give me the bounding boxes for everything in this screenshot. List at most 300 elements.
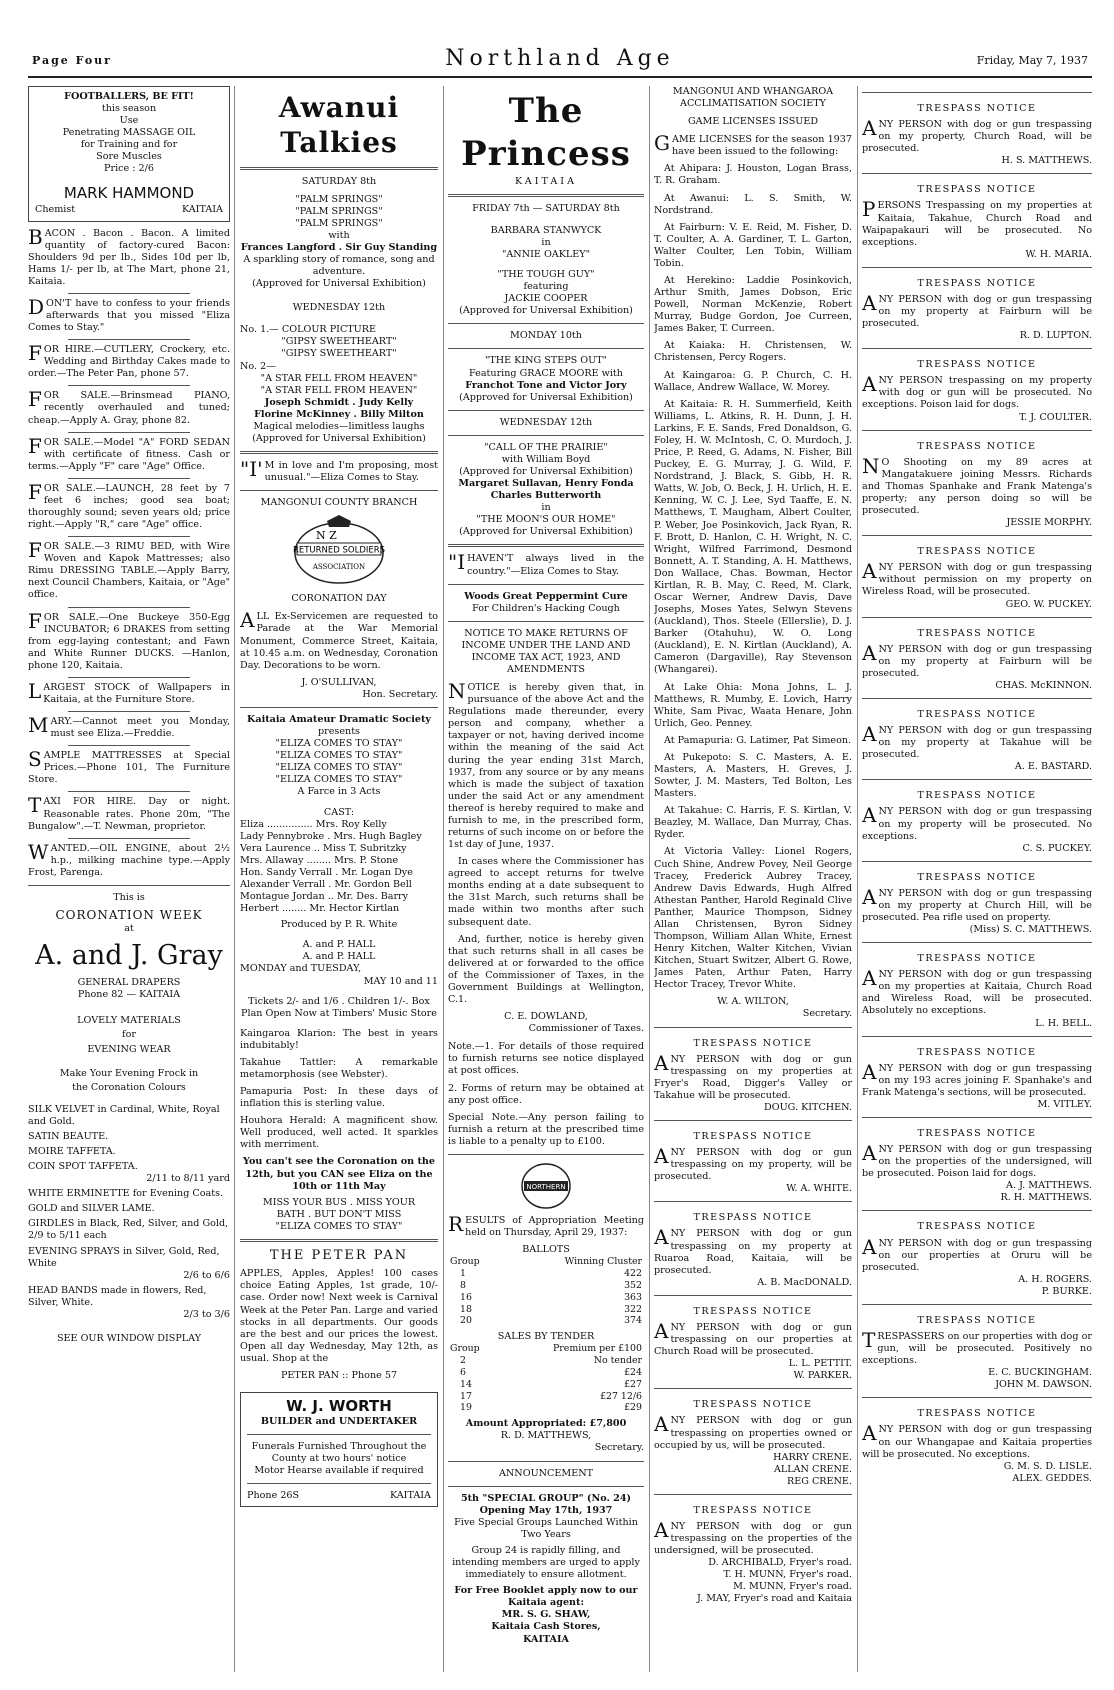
- trespass-notice: [654, 1399, 852, 1488]
- divider: [862, 92, 1092, 93]
- signature: (Miss) S. C. MATTHEWS.: [969, 924, 1092, 936]
- trespass-notice: [862, 628, 1092, 692]
- ad-line: Featuring GRACE MOORE with: [469, 367, 623, 379]
- license-list: [654, 163, 852, 991]
- classified-ad: FOR HIRE.—CUTLERY, Crockery, etc. Wedding and Birthday Cakes made to order.—The Peter Pan, phone 57.: [28, 341, 230, 380]
- trespass-notice: [862, 709, 1092, 773]
- column-header: Premium per £100: [552, 1343, 642, 1355]
- notice-body: ANY PERSON with dog or gun trespassing without permission on my property on Wireless Road, will be prosecuted.: [862, 559, 1092, 598]
- ad-line: Kaitaia Cash Stores,: [491, 1621, 601, 1633]
- ad-line: Phone 82 — KAITAIA: [77, 989, 181, 1001]
- classified-ads: [28, 224, 230, 879]
- divider: [654, 1388, 852, 1389]
- group-value: 322: [624, 1303, 642, 1315]
- group-value: £27 12/6: [600, 1390, 642, 1402]
- notice-title: TRESPASS NOTICE: [917, 103, 1037, 114]
- press-quote: Kaingaroa Klarion: The best in years indubitably!: [240, 1027, 438, 1051]
- notice-title: NOTICE TO MAKE RETURNS OF INCOME UNDER THE LAND AND INCOME TAX ACT, 1923, AND AMENDMENTS: [461, 627, 631, 675]
- ad-line: in: [541, 502, 551, 514]
- cast-member: Alexander Verrall . Mr. Gordon Bell: [240, 878, 412, 890]
- ad-line: the Coronation Colours: [72, 1081, 186, 1093]
- signature: JESSIE MORPHY.: [1006, 517, 1092, 529]
- ad-body: APPLES, Apples, Apples! 100 cases choice Eating Apples, 1st grade, 10/- case. Order now! Next week is Carnival Week at the Peter Pan. Large and varied stocks in all departments. Our goods are the best and our prices the lowest. Open all day Wednesday, May 12th, as usual. Shop at the: [240, 1268, 438, 1364]
- notice-title: TRESPASS NOTICE: [917, 627, 1037, 639]
- divider: [247, 1483, 431, 1484]
- cast-member: Lady Pennybroke . Mrs. Hugh Bagley: [240, 830, 422, 842]
- ad-line: for Training and for: [80, 139, 178, 151]
- signature: C. S. PUCKEY.: [1022, 842, 1092, 854]
- column-4: [654, 86, 852, 1672]
- film-stars: JACKIE COOPER: [504, 293, 588, 305]
- ad-line: KAITAIA: [181, 204, 223, 216]
- signature: GEO. W. PUCKEY.: [1005, 598, 1092, 610]
- notice-heading: GAME LICENSES ISSUED: [687, 116, 819, 128]
- column-3: [448, 86, 644, 1672]
- table-row: [448, 1268, 644, 1280]
- group-number: 18: [460, 1303, 472, 1315]
- trespass-notice: [862, 1128, 1092, 1204]
- trespass-notice: [654, 1505, 852, 1606]
- advertiser-name: MARK HAMMOND: [63, 183, 195, 202]
- signature: H. S. MATTHEWS.: [1001, 155, 1092, 167]
- ad-line: Motor Hearse available if required: [254, 1465, 424, 1477]
- column-rule: [234, 86, 235, 1672]
- page-header: [28, 42, 1092, 78]
- notice-body: In cases where the Commissioner has agreed to accept returns for twelve months ending at a date subsequent to the 31st March, such returns shall be made within two months after such subsequent date.: [448, 856, 644, 928]
- ad-line: Phone 26S: [247, 1490, 300, 1502]
- fabric-item: 2/11 to 8/11 yard: [146, 1173, 230, 1185]
- signature: W. PARKER.: [793, 1370, 852, 1382]
- notice-title: TRESPASS NOTICE: [917, 1221, 1037, 1233]
- divider: [68, 478, 190, 479]
- trespass-notice: [862, 790, 1092, 854]
- divider: [862, 430, 1092, 431]
- divider: [862, 348, 1092, 349]
- signature: D. ARCHIBALD, Fryer's road.: [708, 1557, 852, 1569]
- notice-title: TRESPASS NOTICE: [917, 440, 1037, 452]
- notice-title: ACCLIMATISATION SOCIETY: [680, 98, 826, 110]
- notice-title: MANGONUI AND WHANGAROA: [672, 86, 834, 97]
- notice-body: ANY PERSON with dog or gun trespassing on my property at Fairburn will be prosecuted.: [862, 640, 1092, 679]
- film-stars: with William Boyd: [501, 453, 591, 465]
- divider: [448, 544, 644, 547]
- approval: (Approved for Universal Exhibition): [459, 305, 633, 317]
- press-quote: Pamapuria Post: In these days of inflation this is sterling value.: [240, 1086, 438, 1110]
- signature: C. E. DOWLAND,: [504, 1011, 588, 1023]
- divider: [654, 1295, 852, 1296]
- cast-member: Vera Laurence .. Miss T. Subritzky: [240, 842, 407, 854]
- ad-line: MR. S. G. SHAW,: [501, 1609, 591, 1621]
- notice-body: ANY PERSON with dog or gun trespassing on our Whangapae and Kaitaia properties will be prosecuted. No exceptions.: [862, 1421, 1092, 1460]
- classified-ad: FOR SALE.—Brinsmead PIANO, recently overhauled and tuned; cheap.—Apply A. Gray, phone 82.: [28, 387, 230, 426]
- notice-body: ANY PERSON with dog or gun trespassing on my property, Church Road, will be prosecuted.: [862, 116, 1092, 155]
- classified-ad: TAXI FOR HIRE. Day or night. Reasonable rates. Phone 20m, "The Bungalow".—T. Newman, proprietor.: [28, 793, 230, 832]
- notice-body: ANY PERSON with dog or gun trespassing on my property at Ruaroa Road, Kaitaia, will be prosecuted.: [654, 1225, 852, 1276]
- signature: A. B. MacDONALD.: [757, 1276, 852, 1288]
- signature-role: Commissioner of Taxes.: [528, 1023, 644, 1035]
- ad-line: with: [328, 229, 350, 241]
- notice-title: TRESPASS NOTICE: [917, 708, 1037, 720]
- ad-line: presents: [318, 726, 360, 738]
- notice-title: TRESPASS NOTICE: [917, 546, 1037, 558]
- license-place: At Kaiaka: H. Christensen, W. Christensen, Percy Rogers.: [654, 340, 852, 364]
- film-stars: Charles Butterworth: [490, 490, 602, 502]
- group-number: 17: [460, 1390, 472, 1402]
- film-title: "PALM SPRINGS": [295, 217, 383, 229]
- table-title: SALES BY TENDER: [497, 1331, 595, 1343]
- fabric-item: HEAD BANDS made in flowers, Red, Silver, White.: [28, 1284, 207, 1308]
- rsa-notice: [240, 497, 438, 701]
- ad-line: Penetrating MASSAGE OIL: [62, 127, 196, 139]
- license-place: At Takahue: C. Harris, F. S. Kirtlan, V. Beazley, M. Wallace, Dan Murray, Chas. Ryder.: [654, 805, 852, 841]
- classified-ad: LARGEST STOCK of Wallpapers in Kaitaia, at the Furniture Store.: [28, 678, 230, 706]
- trespass-notice: [862, 953, 1092, 1029]
- license-place: At Fairburn: V. E. Reid, M. Fisher, D. T. Coulter, A. A. Gardiner, T. L. Garton, Walter Coulter, Len Tobin, William Tobin.: [654, 221, 852, 269]
- play-title: "ELIZA COMES TO STAY": [275, 750, 403, 762]
- ad-footer: SEE OUR WINDOW DISPLAY: [56, 1333, 202, 1345]
- group-value: £27: [624, 1378, 642, 1390]
- ad-line: this season: [101, 103, 157, 115]
- notice-body: And, further, notice is hereby given that such returns shall in all cases be delivered at or forwarded to the office of the Commissioner of Taxes, in the Government Buildings at Wellington, C.1.: [448, 933, 644, 1006]
- film-title: "THE MOON'S OUR HOME": [476, 514, 616, 526]
- fabric-item: GOLD and SILVER LAME.: [28, 1203, 155, 1215]
- trespass-notice: [654, 1212, 852, 1288]
- ballot-table: [448, 1256, 644, 1327]
- notice-title: TRESPASS NOTICE: [917, 1314, 1037, 1326]
- divider: [240, 707, 438, 708]
- divider: [862, 1117, 1092, 1118]
- press-quote: Houhora Herald: A magnificent show. Well produced, well acted. It sparkles with merriment.: [240, 1115, 438, 1151]
- divider: [862, 1304, 1092, 1305]
- advertiser-name: W. J. WORTH: [286, 1397, 392, 1415]
- notice-body: ANY PERSON with dog or gun trespassing on the properties of the undersigned, will be prosecuted.: [654, 1517, 852, 1557]
- trespass-notice: [862, 1408, 1092, 1484]
- table-row: [448, 1391, 644, 1403]
- notice-heading: ANNOUNCEMENT: [498, 1467, 594, 1479]
- classified-ad: BACON . Bacon . Bacon. A limited quantity of factory-cured Bacon: Shoulders 9d per lb., Sides 10d per lb, Hams 1/- per lb, at The Mart, phone 21, Kaitaia.: [28, 224, 230, 287]
- play-title: "ELIZA COMES TO STAY": [275, 762, 403, 774]
- film-stars: Florine McKinney . Billy Milton: [254, 408, 424, 420]
- trespass-notice: [862, 184, 1092, 260]
- group-number: 6: [460, 1366, 466, 1378]
- film-title: "GIPSY SWEETHEART": [281, 336, 397, 348]
- signature: J. O'SULLIVAN,: [301, 676, 377, 688]
- ad-line: LOVELY MATERIALS: [77, 1015, 181, 1027]
- newspaper-page: [28, 42, 1092, 1672]
- divider: [654, 1494, 852, 1495]
- signature: W. A. WHITE.: [786, 1183, 852, 1195]
- gray-ad: [28, 892, 230, 1345]
- dramatic-society-ad: [240, 714, 438, 1233]
- notice-body: ANY PERSON with dog or gun trespassing on the properties of the undersigned, will be prosecuted. Poison laid for dogs.: [862, 1141, 1092, 1180]
- ad-line: KAITAIA: [389, 1490, 431, 1502]
- trespass-notice: [862, 103, 1092, 167]
- ad-line: Group 24 is rapidly filling, and intending members are urged to apply immediately to ensure allotment.: [452, 1544, 640, 1581]
- ad-price: Price : 2/6: [104, 163, 154, 175]
- column-1: [28, 86, 230, 1672]
- awanui-talkies-ad: [240, 90, 438, 445]
- fabric-item: EVENING SPRAYS in Silver, Gold, Red, White: [28, 1245, 220, 1269]
- notice-title: TRESPASS NOTICE: [693, 1037, 813, 1049]
- classified-ad: FOR SALE.—3 RIMU BED, with Wire Woven and Kapok Mattresses; also Rimu DRESSING TABLE.—Apply Barry, next Council Chambers, Kaitaia, or "Age" office.: [28, 538, 230, 601]
- trespass-notice: [862, 1047, 1092, 1111]
- trespass-notices: [862, 92, 1092, 1485]
- signature: A. J. MATTHEWS.: [1006, 1180, 1092, 1192]
- signature: W. H. MARIA.: [1025, 248, 1092, 260]
- notice-note: Note.—1. For details of those required to furnish returns see notice displayed at post offices.: [448, 1041, 644, 1077]
- ad-line: KAITAIA: [523, 1633, 569, 1645]
- fabric-list: [28, 1104, 230, 1321]
- notice-body: RESULTS of Appropriation Meeting held on Thursday, April 29, 1937:: [448, 1211, 644, 1238]
- divider: [862, 942, 1092, 943]
- notice-body: ANY PERSON with dog or gun trespassing on my property will be prosecuted. No exceptions.: [862, 803, 1092, 842]
- divider: [68, 745, 190, 746]
- trespass-notice: [862, 278, 1092, 342]
- divider: [862, 617, 1092, 618]
- trespass-notice: [862, 872, 1092, 936]
- notice-body: ALL Ex-Servicemen are requested to Parade at the War Memorial Monument, Commerce Street, Kaitaia, at 10.45 a.m. on Wednesday, Coronation Day. Decorations to be worn.: [240, 608, 438, 671]
- signature: ALLAN CRENE.: [773, 1463, 852, 1475]
- divider: [862, 1397, 1092, 1398]
- divider: [448, 1461, 644, 1462]
- ad-line: Produced by P. R. White: [280, 919, 398, 931]
- license-place: At Kaingaroa: G. P. Church, C. H. Wallace, Andrew Wallace, W. Morey.: [654, 369, 852, 393]
- fabric-item: 2/3 to 3/6: [183, 1308, 230, 1320]
- column-header: Winning Cluster: [564, 1256, 642, 1268]
- classified-ad: MARY.—Cannot meet you Monday, must see Eliza.—Freddie.: [28, 713, 230, 740]
- table-row: [448, 1367, 644, 1379]
- notice-title: TRESPASS NOTICE: [917, 1046, 1037, 1058]
- film-stars: Frances Langford . Sir Guy Standing: [240, 241, 438, 253]
- divider: [448, 194, 644, 197]
- group-number: 16: [460, 1291, 472, 1303]
- signature: W. A. WILTON,: [717, 996, 789, 1008]
- notice-body: ANY PERSON with dog or gun trespassing on my property, will be prosecuted.: [654, 1144, 852, 1183]
- ad-line: BUILDER and UNDERTAKER: [260, 1415, 418, 1427]
- group-value: £24: [624, 1366, 642, 1378]
- notice-body: ANY PERSON with dog or gun trespassing on my properties at Kaitaia, Church Road and Wireless Road, will be prosecuted. Absolutely no exceptions.: [862, 966, 1092, 1017]
- film-stars: Joseph Schmidt . Judy Kelly: [264, 396, 414, 408]
- license-place: At Herekino: Laddie Posinkovich, Arthur Smith, James Dobson, Eric Powell, Norman McKenzie, Robert Murray, Budge Gordon, Joe Curreen, James Baker, T. Curreen.: [654, 275, 852, 335]
- advertiser-name: A. and J. Gray: [35, 940, 223, 972]
- trespass-notice: [862, 1221, 1092, 1297]
- notice-title: TRESPASS NOTICE: [917, 184, 1037, 196]
- notice-body: ANY PERSON with dog or gun trespassing on our properties at Oruru will be prosecuted.: [862, 1234, 1092, 1273]
- license-place: At Pukepoto: S. C. Masters, A. E. Masters, A. Masters, H. Greves, J. Sowter, J. M. Masters, Ted Bolton, Les Masters.: [654, 751, 852, 800]
- notice-title: TRESPASS NOTICE: [917, 1128, 1037, 1139]
- ad-line: GENERAL DRAPERS: [77, 977, 181, 989]
- column-rule: [649, 86, 650, 1672]
- group-number: 14: [460, 1378, 472, 1390]
- film-title: "CALL OF THE PRAIRIE": [484, 441, 608, 453]
- notice-note: Special Note.—Any person failing to furnish a return at the prescribed time is liable to a penalty up to £100.: [448, 1111, 644, 1147]
- signature: A. H. ROGERS.: [1018, 1273, 1092, 1285]
- notice-title: TRESPASS NOTICE: [693, 1305, 813, 1317]
- divider: [448, 1154, 644, 1155]
- ad-line: Funerals Furnished Throughout the County at two hours' notice: [251, 1440, 427, 1465]
- group-value: 352: [624, 1279, 642, 1291]
- notice-body: ANY PERSON with dog or gun trespassing on properties owned or occupied by us, will be prosecuted.: [654, 1412, 852, 1451]
- show-date: MAY 10 and 11: [363, 975, 438, 987]
- fabric-item: GIRDLES in Black, Red, Silver, and Gold, 2/9 to 5/11 each: [28, 1218, 229, 1242]
- film-title: "ANNIE OAKLEY": [501, 248, 591, 260]
- divider: [862, 698, 1092, 699]
- film-title: "GIPSY SWEETHEART": [281, 348, 397, 360]
- trespass-notices: [654, 1027, 852, 1606]
- eliza-quote: "IHAVEN'T always lived in the country."—Eliza Comes to Stay.: [448, 550, 644, 577]
- worth-ad: [240, 1392, 438, 1507]
- trespass-notice: [862, 441, 1092, 530]
- ad-line: Sore Muscles: [96, 151, 162, 163]
- emblem-text: RETURNED SOLDIERS: [292, 545, 386, 556]
- signature: P. BURKE.: [1041, 1285, 1092, 1297]
- tender-table: [448, 1343, 644, 1414]
- signature-role: Hon. Secretary.: [362, 688, 438, 700]
- group-number: 19: [460, 1402, 472, 1414]
- notice-title: TRESPASS NOTICE: [917, 790, 1037, 802]
- divider: [448, 323, 644, 324]
- notice-title: TRESPASS NOTICE: [693, 1504, 813, 1516]
- trespass-notice: [862, 359, 1092, 423]
- signature: E. C. BUCKINGHAM.: [988, 1367, 1092, 1379]
- signature: HARRY CRENE.: [773, 1451, 852, 1463]
- divider: [240, 451, 438, 454]
- divider: [448, 584, 644, 585]
- film-desc: Magical melodies—limitless laughs: [253, 420, 425, 432]
- divider: [862, 779, 1092, 780]
- cast-list: [240, 819, 438, 916]
- film-title: "THE TOUGH GUY": [497, 269, 595, 281]
- cast-member: Mrs. Allaway ........ Mrs. P. Stone: [240, 854, 399, 866]
- group-value: No tender: [593, 1355, 642, 1367]
- peter-pan-ad: [240, 1248, 438, 1382]
- notice-title: TRESPASS NOTICE: [693, 1399, 813, 1411]
- table-row: [448, 1304, 644, 1316]
- notice-body: ANY PERSON with dog or gun trespassing on our properties at Church Road will be prosecuted.: [654, 1318, 852, 1358]
- ad-line: BATH . BUT DON'T MISS: [276, 1208, 402, 1220]
- approval: (Approved for Universal Exhibition): [459, 391, 633, 403]
- ad-line: Five Special Groups Launched Within Two Years: [454, 1516, 638, 1540]
- ad-line: No. 1.— COLOUR PICTURE: [240, 324, 376, 336]
- ad-line: Chemist: [35, 204, 76, 216]
- notice-body: ANY PERSON trespassing on my property with dog or gun will be prosecuted. No exceptions. Poison laid for dogs.: [862, 372, 1092, 411]
- ad-line: MISS YOUR BUS . MISS YOUR: [262, 1196, 416, 1208]
- approval: (Approved for Universal Exhibition): [459, 465, 633, 477]
- notice-body: ANY PERSON with dog or gun trespassing on my 193 acres joining F. Spanhake's and Frank Matenga's sections, will be prosecuted.: [862, 1059, 1092, 1098]
- page-number: Page Four: [32, 54, 112, 67]
- rsa-emblem: [279, 513, 399, 585]
- issue-date: Friday, May 7, 1937: [976, 54, 1088, 67]
- column-header: Group: [450, 1343, 480, 1355]
- notice-title: TRESPASS NOTICE: [917, 277, 1037, 289]
- notice-title: TRESPASS NOTICE: [917, 1408, 1037, 1420]
- trespass-notice: [862, 546, 1092, 610]
- notice-title: TRESPASS NOTICE: [693, 1212, 813, 1224]
- trespass-notice: [654, 1131, 852, 1195]
- notice-body: ANY PERSON with dog or gun trespassing on my property at Takahue will be prosecuted.: [862, 722, 1092, 761]
- ad-line: No. 2—: [240, 360, 276, 372]
- divider: [862, 861, 1092, 862]
- group-number: 1: [460, 1267, 466, 1279]
- film-desc: A sparkling story of romance, song and adventure.: [243, 254, 435, 278]
- divider: [68, 432, 190, 433]
- ad-line: For Children's Hacking Cough: [472, 602, 620, 614]
- cast-member: Montague Jordan .. Mr. Des. Barry: [240, 891, 409, 903]
- column-5: [862, 86, 1092, 1672]
- license-place: At Victoria Valley: Lionel Rogers, Cuch Shine, Andrew Povey, Neil George Tracey, Frederick Aubrey Tracey, Andrew Davis Edwards, Hugh Alfred Athestan Panther, Harold Reginald Clive Panther, Maurice Thompson, Sidney Allan Christensen, Byron Sidney Thompson, William Allan White, Ernest Henry Kitchen, Walter Kitchen, Vivian Kitchen, Stuart Switzer, Albert G. Rowe, James Paten, Arthur Paten, Harry Hector Tracey, Trevor White.: [654, 846, 852, 991]
- group-number: 8: [460, 1279, 466, 1291]
- cinema-name: The Princess: [461, 91, 631, 174]
- emblem-assoc: ASSOCIATION: [312, 563, 366, 572]
- group-value: £29: [624, 1402, 642, 1414]
- fabric-item: SILK VELVET in Cardinal, White, Royal and Gold.: [28, 1103, 220, 1127]
- notice-body: GAME LICENSES for the season 1937 have been issued to the following:: [654, 131, 852, 158]
- ad-line: This is: [113, 891, 145, 903]
- tickets: Tickets 2/- and 1/6 . Children 1/-. Box Plan Open Now at Timbers' Music Store: [241, 995, 437, 1019]
- signature: J. MAY, Fryer's road and Kaitaia: [697, 1593, 852, 1605]
- column-rule: [857, 86, 858, 1672]
- notice-body: NOTICE is hereby given that, in pursuance of the above Act and the Regulations made thereunder, every person and company, whether a taxpayer or not, having derived income within the meaning of the said Act during the year ending 31st March, 1937, from any source or by any means which is made the subject of taxation under the said Act or any amendment thereof is hereby required to make and furnish to me, in the prescribed form, returns of such income on or before the 1st day of June, 1937.: [448, 679, 644, 851]
- license-place: At Awanui: L. S. Smith, W. Nordstrand.: [654, 192, 852, 216]
- approval: (Approved for Universal Exhibition): [252, 278, 426, 290]
- signature: M. VITLEY.: [1037, 1098, 1092, 1110]
- divider: [240, 490, 438, 491]
- table-row: [448, 1355, 644, 1367]
- license-place: At Lake Ohia: Mona Johns, L. J. Matthews, R. Mumby, E. Lovich, Harry White, Sam Pivac, Waata Henare, John Urlich, Geo. Penney.: [654, 681, 852, 729]
- ad-line: Use: [119, 115, 139, 127]
- divider: [68, 385, 190, 386]
- divider: [68, 536, 190, 537]
- fabric-item: MOIRE TAFFETA.: [28, 1146, 116, 1158]
- divider: [68, 838, 190, 839]
- divider: [654, 1120, 852, 1121]
- group-number: 20: [460, 1315, 472, 1327]
- signature: R. D. MATTHEWS,: [500, 1430, 592, 1442]
- notice-body: ANY PERSON with dog or gun trespassing on my properties at Fryer's Road, Digger's Valley or Takahue will be prosecuted.: [654, 1050, 852, 1101]
- signature-role: Secretary.: [802, 1008, 852, 1020]
- eliza-quote: "I'M in love and I'm proposing, most unusual."—Eliza Comes to Stay.: [240, 457, 438, 484]
- show-date: WEDNESDAY 12th: [292, 302, 386, 314]
- film-title: "PALM SPRINGS": [295, 193, 383, 205]
- ad-line: 5th "SPECIAL GROUP" (No. 24): [460, 1492, 632, 1504]
- group-value: 422: [624, 1267, 642, 1279]
- notice-heading: CORONATION DAY: [291, 593, 387, 605]
- cast-member: Hon. Sandy Verrall . Mr. Logan Dye: [240, 866, 413, 878]
- group-value: 363: [624, 1291, 642, 1303]
- ad-title: FOOTBALLERS, BE FIT!: [64, 91, 194, 102]
- divider: [448, 410, 644, 411]
- signature: L. H. BELL.: [1035, 1017, 1092, 1029]
- ad-line: Opening May 17th, 1937: [479, 1504, 613, 1516]
- cast-member: Herbert ........ Mr. Hector Kirtlan: [240, 903, 400, 915]
- show-date: MONDAY and TUESDAY,: [240, 963, 362, 975]
- press-quotes: [240, 1028, 438, 1152]
- ad-line: in: [541, 236, 551, 248]
- notice-title: TRESPASS NOTICE: [917, 359, 1037, 371]
- masthead-title: Northland Age: [445, 46, 675, 71]
- signature-role: Secretary.: [594, 1442, 644, 1454]
- notice-title: TRESPASS NOTICE: [693, 1131, 813, 1143]
- film-title: "A STAR FELL FROM HEAVEN": [260, 384, 418, 396]
- notice-body: TRESPASSERS on our properties with dog or gun, will be prosecuted. Positively no exceptions.: [862, 1328, 1092, 1367]
- notice-body: ANY PERSON with dog or gun trespassing on my property at Church Hill, will be prosecuted. Pea rifle used on property.: [862, 884, 1092, 923]
- signature: A. E. BASTARD.: [1014, 761, 1092, 773]
- divider: [68, 293, 190, 294]
- ad-footer: PETER PAN :: Phone 57: [280, 1369, 398, 1381]
- show-date: WEDNESDAY 12th: [499, 416, 593, 428]
- northern-building-society-notice: [448, 1161, 644, 1646]
- divider: [68, 607, 190, 608]
